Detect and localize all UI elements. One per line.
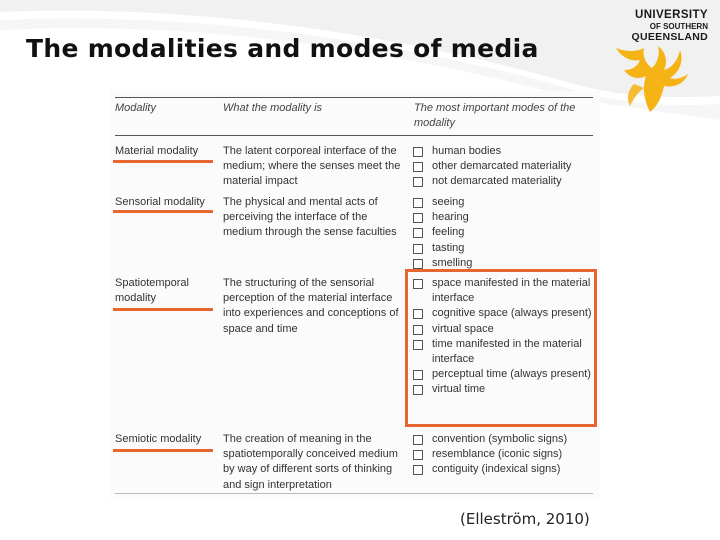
list-item: hearing <box>410 210 596 225</box>
slide-title: The modalities and modes of media <box>26 34 539 63</box>
row-semiotic-modality: Semiotic modality <box>115 433 202 445</box>
header-modes: The most important modes of the modality <box>414 102 576 130</box>
table-top-rule <box>115 97 593 98</box>
header-modality: Modality <box>115 102 156 114</box>
row-semiotic-modes <box>410 432 596 478</box>
list-item: feeling <box>410 225 596 240</box>
underline-sensorial <box>113 210 213 213</box>
row-sensorial-description: The physical and mental acts of perceiving the interface of the medium through the sense faculties <box>223 196 397 239</box>
header-what: What the modality is <box>223 102 323 114</box>
list-item: seeing <box>410 195 596 210</box>
underline-semiotic <box>113 449 213 452</box>
list-item: other demarcated materiality <box>410 159 596 174</box>
row-material-modes <box>410 144 596 190</box>
list-item: not demarcated materiality <box>410 174 596 189</box>
list-item: space manifested in the material interface <box>410 276 596 306</box>
logo-line-1: UNIVERSITY <box>634 9 708 21</box>
row-semiotic-description: The creation of meaning in the spatiotemporally conceived medium by way of different sorts of thinking and sign interpretation <box>223 433 398 491</box>
list-item: perceptual time (always present) <box>410 367 596 382</box>
phoenix-logo-icon <box>604 40 696 116</box>
row-material-modality: Material modality <box>115 145 199 157</box>
list-item: virtual time <box>410 382 596 397</box>
logo-line-3: QUEENSLAND <box>631 31 708 43</box>
spatiotemporal-highlight-box <box>405 269 597 427</box>
list-item: resemblance (iconic signs) <box>410 447 596 462</box>
list-item: contiguity (indexical signs) <box>410 462 596 477</box>
header-bottom-rule <box>115 135 593 136</box>
row-spatiotemporal-modality: Spatiotemporal modality <box>115 277 189 305</box>
logo-line-2: OF SOUTHERN <box>649 22 708 31</box>
table-bottom-rule <box>115 493 593 494</box>
row-material-description: The latent corporeal interface of the medium; where the senses meet the material impact <box>223 145 401 188</box>
row-sensorial-modality: Sensorial modality <box>115 196 205 208</box>
row-spatiotemporal-description: The structuring of the sensorial perception of the material interface into experiences and conceptions of space and time <box>223 277 399 335</box>
underline-material <box>113 160 213 163</box>
list-item: convention (symbolic signs) <box>410 432 596 447</box>
list-item: tasting <box>410 241 596 256</box>
list-item: virtual space <box>410 322 596 337</box>
list-item: time manifested in the material interface <box>410 337 596 367</box>
university-logo-text <box>608 10 708 43</box>
list-item: human bodies <box>410 144 596 159</box>
list-item: cognitive space (always present) <box>410 306 596 321</box>
citation: (Elleström, 2010) <box>460 510 590 528</box>
underline-spatiotemporal <box>113 308 213 311</box>
row-sensorial-modes <box>410 195 596 271</box>
list-item: smelling <box>410 256 596 271</box>
